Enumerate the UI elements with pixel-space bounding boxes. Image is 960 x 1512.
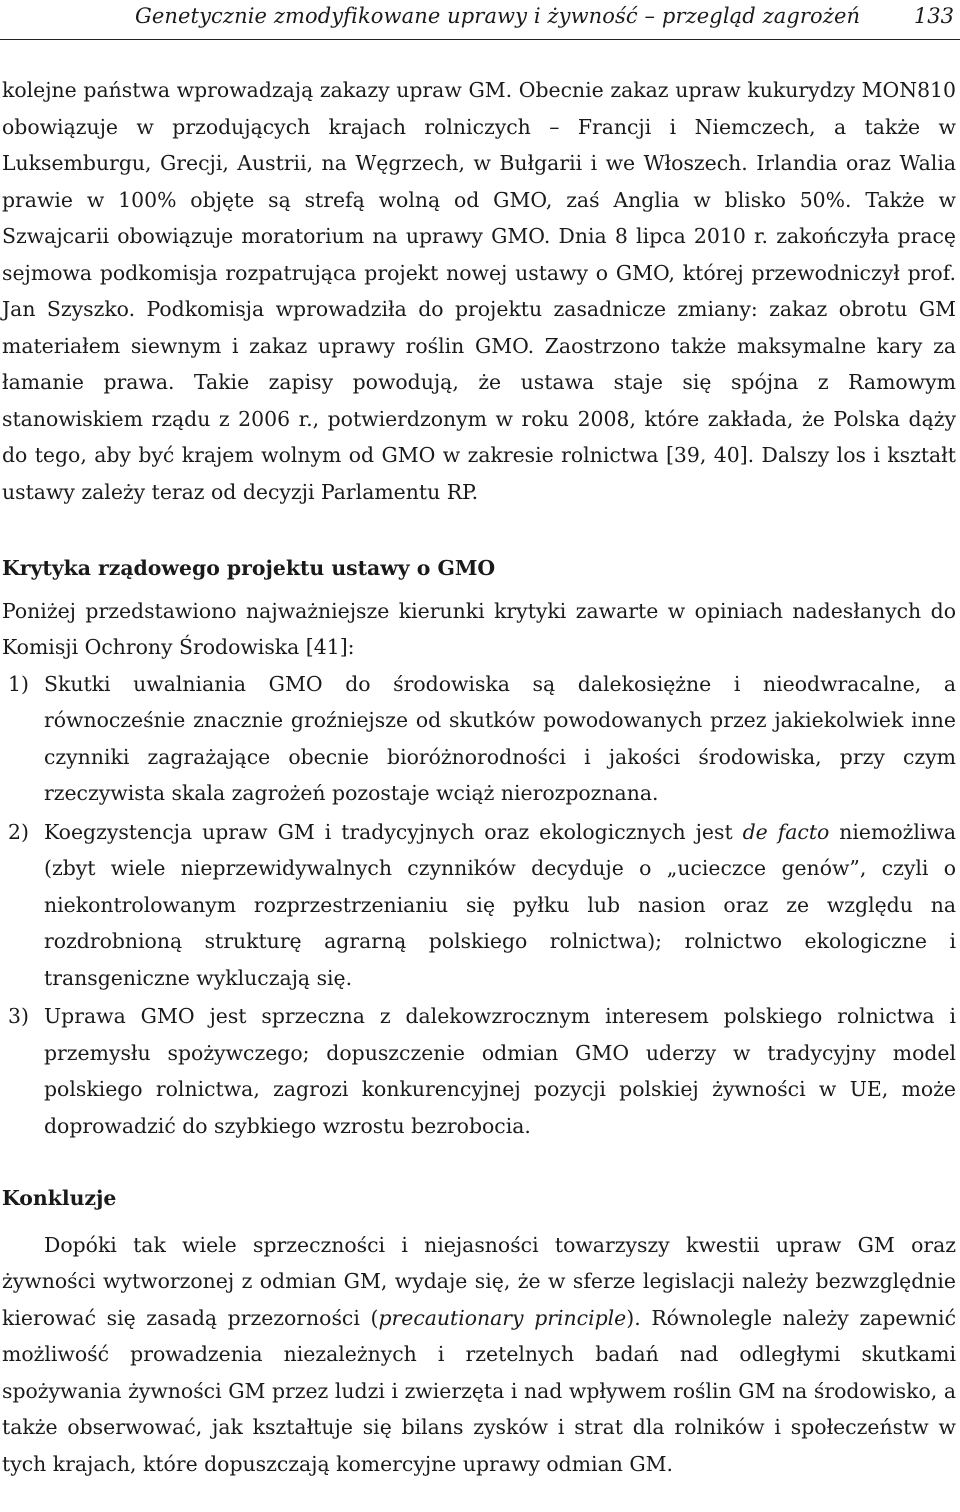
critique-list	[2, 666, 956, 1145]
conclusions-text-start: Dopóki tak wiele sprzeczności i niejasności towarzyszy kwestii upraw GM oraz żywności wytworzonej z odmian GM, wydaje się, że w sferze legislacji należy bezwzględnie kierować się zasadą przezorności (	[2, 1232, 956, 1330]
list-item-number: 2)	[8, 819, 29, 844]
section-heading-conclusions: Konkluzje	[2, 1186, 117, 1210]
page-body	[2, 72, 956, 1482]
page-number: 133	[913, 4, 954, 28]
list-item-text: Skutki uwalniania GMO do środowiska są dalekosiężne i nieodwracalne, a równocześnie znacznie groźniejsze od skutków powodowanych przez jakiekolwiek inne czynniki zagrażające obecnie bioróżnorodności i jakości środowiska, przy czym rzeczywista skala zagrożeń pozostaje wciąż nierozpoznana.	[44, 671, 956, 805]
list-item-text-start: Koegzystencja upraw GM i tradycyjnych oraz ekologicznych jest	[44, 819, 743, 844]
list-item-number: 3)	[8, 1004, 29, 1028]
conclusions-text-end: ). Równolegle należy zapewnić możliwość prowadzenia niezależnych i rzetelnych badań nad odległymi skutkami spożywania żywności GM przez ludzi i zwierzęta i nad wpływem roślin GM na środowisko, a także obserwować, jak kształtuje się bilans zysków i strat dla rolników i społeczeństw w tych krajach, które dopuszczają komercyjne uprawy odmian GM.	[2, 1305, 956, 1476]
list-item	[2, 814, 956, 997]
running-header-title: Genetycznie zmodyfikowane uprawy i żywność – przegląd zagrożeń	[135, 4, 861, 28]
running-header	[0, 0, 960, 40]
intro-paragraph: kolejne państwa wprowadzają zakazy upraw GM. Obecnie zakaz upraw kukurydzy MON810 obowiązuje w przodujących krajach rolniczych – Francji i Niemczech, a także w Luksemburgu, Grecji, Austrii, na Węgrzech, w Bułgarii i we Włoszech. Irlandia oraz Walia prawie w 100% objęte są strefą wolną od GMO, zaś Anglia w blisko 50%. Także w Szwajcarii obowiązuje moratorium na uprawy GMO. Dnia 8 lipca 2010 r. zakończyła pracę sejmowa podkomisja rozpatrująca projekt nowej ustawy o GMO, której przewodniczył prof. Jan Szyszko. Podkomisja wprowadziła do projektu zasadnicze zmiany: zakaz obrotu GM materiałem siewnym i zakaz uprawy roślin GMO. Zaostrzono także maksymalne kary za łamanie prawa. Takie zapisy powodują, że ustawa staje się spójna z Ramowym stanowiskiem rządu z 2006 r., potwierdzonym w roku 2008, które zakłada, że Polska dąży do tego, aby być krajem wolnym od GMO w zakresie rolnictwa [39, 40]. Dalszy los i kształt ustawy zależy teraz od decyzji Parlamentu RP.	[2, 78, 956, 504]
list-item-text: Uprawa GMO jest sprzeczna z dalekowzrocznym interesem polskiego rolnictwa i przemysłu spożywczego; dopuszczenie odmian GMO uderzy w tradycyjny model polskiego rolnictwa, zagrozi konkurencyjnej pozycji polskiej żywności w UE, może doprowadzić do szybkiego wzrostu bezrobocia.	[44, 1004, 956, 1138]
conclusions-italic-term: precautionary principle	[378, 1305, 627, 1330]
list-item-italic-term: de facto	[742, 819, 830, 844]
list-item-number: 1)	[8, 671, 29, 696]
conclusions-paragraph	[2, 1227, 956, 1483]
list-item	[2, 666, 956, 812]
critique-lead-paragraph: Poniżej przedstawiono najważniejsze kierunki krytyki zawarte w opiniach nadesłanych do Komisji Ochrony Środowiska [41]:	[2, 598, 956, 659]
list-item	[2, 998, 956, 1144]
list-item-text-end: niemożliwa (zbyt wiele nieprzewidywalnych czynników decyduje o „ucieczce genów”, czyli o niekontrolowanym rozprzestrzenianiu się pyłku lub nasion oraz ze względu na rozdrobnioną strukturę agrarną polskiego rolnictwa); rolnictwo ekologiczne i transgeniczne wykluczają się.	[44, 819, 956, 990]
section-heading-critique: Krytyka rządowego projektu ustawy o GMO	[2, 556, 496, 580]
